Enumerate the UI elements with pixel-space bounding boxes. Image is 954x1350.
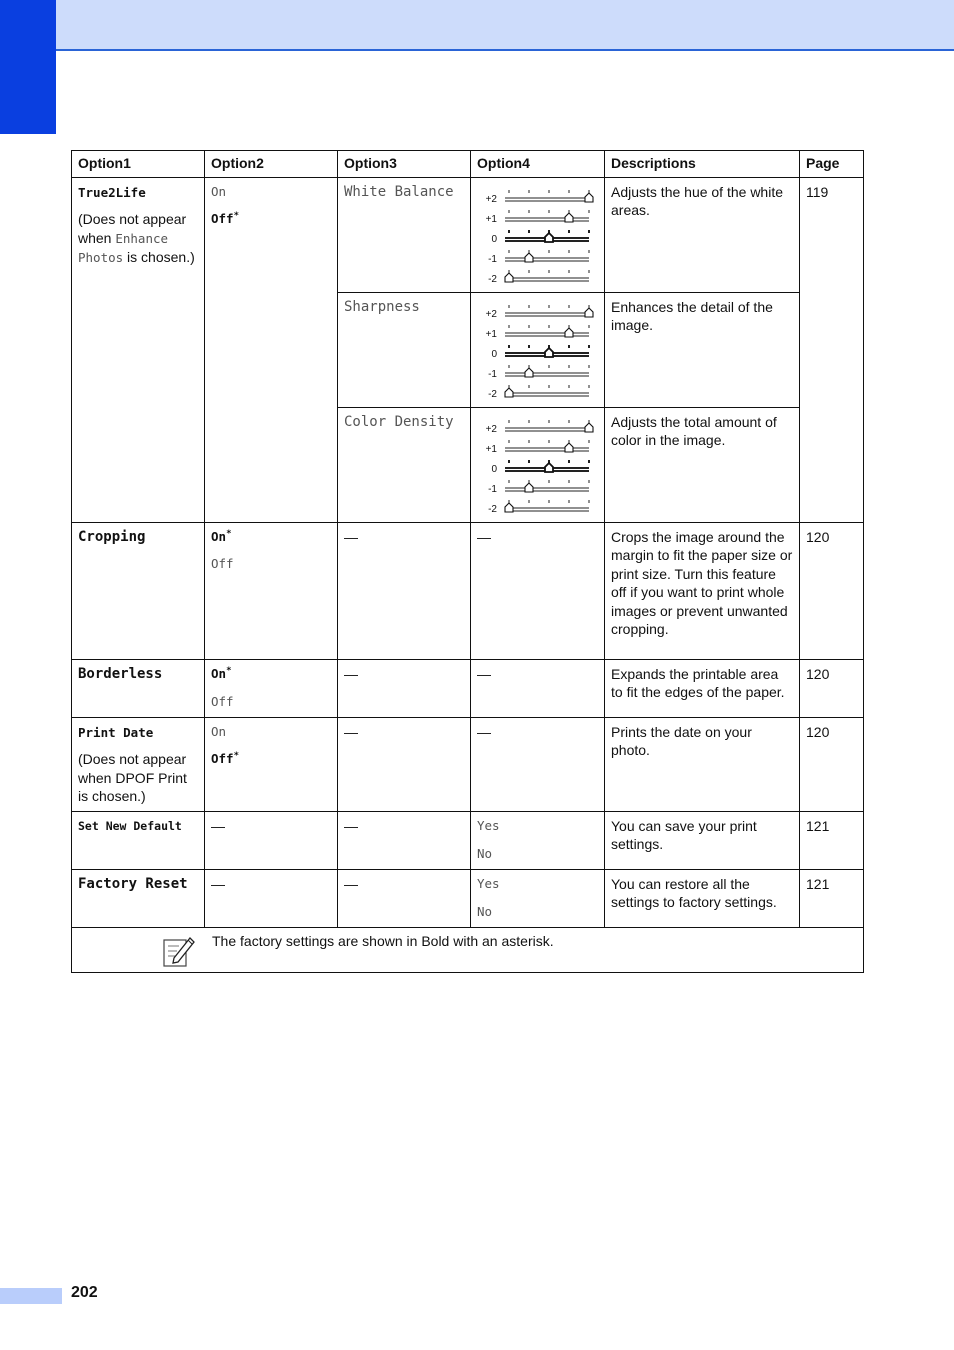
page-true2life: 119 (800, 177, 864, 522)
print-date-name: Print Date (78, 724, 154, 740)
cropping-option2 (205, 522, 338, 659)
borderless-option3: — (338, 659, 471, 717)
slider-thumb (545, 348, 553, 357)
slider-level-label: +1 (485, 213, 497, 225)
set-new-default-name: Set New Default (72, 811, 205, 869)
option-off: Off (211, 694, 234, 709)
true2life-option2 (205, 177, 338, 522)
option-on-default: On* (211, 665, 232, 681)
set-new-default-option2: — (205, 811, 338, 869)
table-row (72, 717, 864, 811)
slider-thumb (505, 503, 513, 512)
slider-level-label: 0 (491, 233, 497, 245)
cropping-description: Crops the image around the margin to fit the paper size or print size. Turn this feature off if you want to print whole images or prevent unwanted cropping. (605, 522, 800, 659)
slider-thumb (565, 213, 573, 222)
slider-level-label: -2 (488, 503, 497, 514)
slider-white-balance (471, 177, 605, 292)
option-yes: Yes (477, 817, 500, 833)
cropping-option3: — (338, 522, 471, 659)
borderless-option4: — (471, 659, 605, 717)
true2life-name: True2Life (78, 184, 146, 200)
level-slider-icon (475, 299, 599, 399)
footnote-row (72, 927, 864, 972)
option-off-default: Off* (211, 210, 239, 226)
print-date-note: (Does not appear when DPOF Print is chosen.) (78, 751, 187, 804)
slider-thumb (525, 253, 533, 262)
header-page: Page (800, 151, 864, 178)
option3-sharpness: Sharpness (338, 292, 471, 407)
slider-level-label: -1 (488, 483, 497, 495)
print-date-option4: — (471, 717, 605, 811)
option-no: No (477, 846, 493, 861)
footnote-text: The factory settings are shown in Bold with an asterisk. (212, 932, 554, 949)
factory-reset-name: Factory Reset (72, 869, 205, 927)
option-off-default: Off* (211, 750, 239, 766)
factory-reset-option4 (471, 869, 605, 927)
option-on: On (211, 183, 227, 199)
borderless-page: 120 (800, 659, 864, 717)
slider-level-label: 0 (491, 463, 497, 475)
slider-thumb (505, 388, 513, 397)
factory-reset-page: 121 (800, 869, 864, 927)
slider-thumb (525, 483, 533, 492)
set-new-default-description: You can save your print settings. (605, 811, 800, 869)
settings-table (71, 150, 864, 973)
slider-level-label: +2 (485, 423, 497, 435)
slider-thumb (545, 233, 553, 242)
table-row (72, 659, 864, 717)
slider-level-label: -1 (488, 253, 497, 265)
print-date-option2 (205, 717, 338, 811)
level-slider-icon (475, 184, 599, 284)
slider-thumb (525, 368, 533, 377)
header-option4: Option4 (471, 151, 605, 178)
table-row (72, 811, 864, 869)
description-sharpness: Enhances the detail of the image. (605, 292, 800, 407)
slider-sharpness (471, 292, 605, 407)
slider-thumb (545, 463, 553, 472)
header-band (0, 0, 954, 51)
factory-reset-option2: — (205, 869, 338, 927)
option-off: Off (211, 556, 234, 571)
slider-level-label: +1 (485, 328, 497, 340)
slider-level-label: -1 (488, 368, 497, 380)
slider-level-label: -2 (488, 388, 497, 399)
true2life-cell (72, 177, 205, 522)
borderless-description: Expands the printable area to fit the edges of the paper. (605, 659, 800, 717)
slider-thumb (585, 193, 593, 202)
footnote-cell (72, 927, 864, 972)
header-option2: Option2 (205, 151, 338, 178)
cropping-option4: — (471, 522, 605, 659)
header-row (72, 151, 864, 178)
header-descriptions: Descriptions (605, 151, 800, 178)
factory-reset-description: You can restore all the settings to factory settings. (605, 869, 800, 927)
factory-reset-option3: — (338, 869, 471, 927)
header-option3: Option3 (338, 151, 471, 178)
borderless-option2 (205, 659, 338, 717)
cropping-page: 120 (800, 522, 864, 659)
footer-bar (0, 1288, 62, 1304)
set-new-default-page: 121 (800, 811, 864, 869)
description-color-density: Adjusts the total amount of color in the image. (605, 407, 800, 522)
option-on-default: On* (211, 528, 232, 544)
chapter-tab (0, 0, 56, 134)
note-pencil-icon (162, 934, 196, 968)
option-yes: Yes (477, 875, 500, 891)
table-row (72, 522, 864, 659)
slider-thumb (585, 308, 593, 317)
slider-thumb (505, 273, 513, 282)
slider-level-label: +1 (485, 443, 497, 455)
print-date-cell (72, 717, 205, 811)
description-white-balance: Adjusts the hue of the white areas. (605, 177, 800, 292)
slider-thumb (585, 423, 593, 432)
header-option1: Option1 (72, 151, 205, 178)
true2life-note: (Does not appear when Enhance Photos is chosen.) (78, 211, 195, 265)
borderless-name: Borderless (72, 659, 205, 717)
slider-color-density (471, 407, 605, 522)
set-new-default-option4 (471, 811, 605, 869)
table-row (72, 177, 864, 292)
slider-level-label: -2 (488, 273, 497, 284)
option3-color-density: Color Density (338, 407, 471, 522)
level-slider-icon (475, 414, 599, 514)
option-on: On (211, 723, 227, 739)
print-date-page: 120 (800, 717, 864, 811)
slider-level-label: 0 (491, 348, 497, 360)
slider-thumb (565, 443, 573, 452)
slider-level-label: +2 (485, 193, 497, 205)
cropping-name: Cropping (72, 522, 205, 659)
set-new-default-option3: — (338, 811, 471, 869)
option3-white-balance: White Balance (338, 177, 471, 292)
table-row (72, 869, 864, 927)
slider-level-label: +2 (485, 308, 497, 320)
page-number: 202 (71, 1284, 98, 1301)
print-date-option3: — (338, 717, 471, 811)
option-no: No (477, 904, 493, 919)
slider-thumb (565, 328, 573, 337)
print-date-description: Prints the date on your photo. (605, 717, 800, 811)
